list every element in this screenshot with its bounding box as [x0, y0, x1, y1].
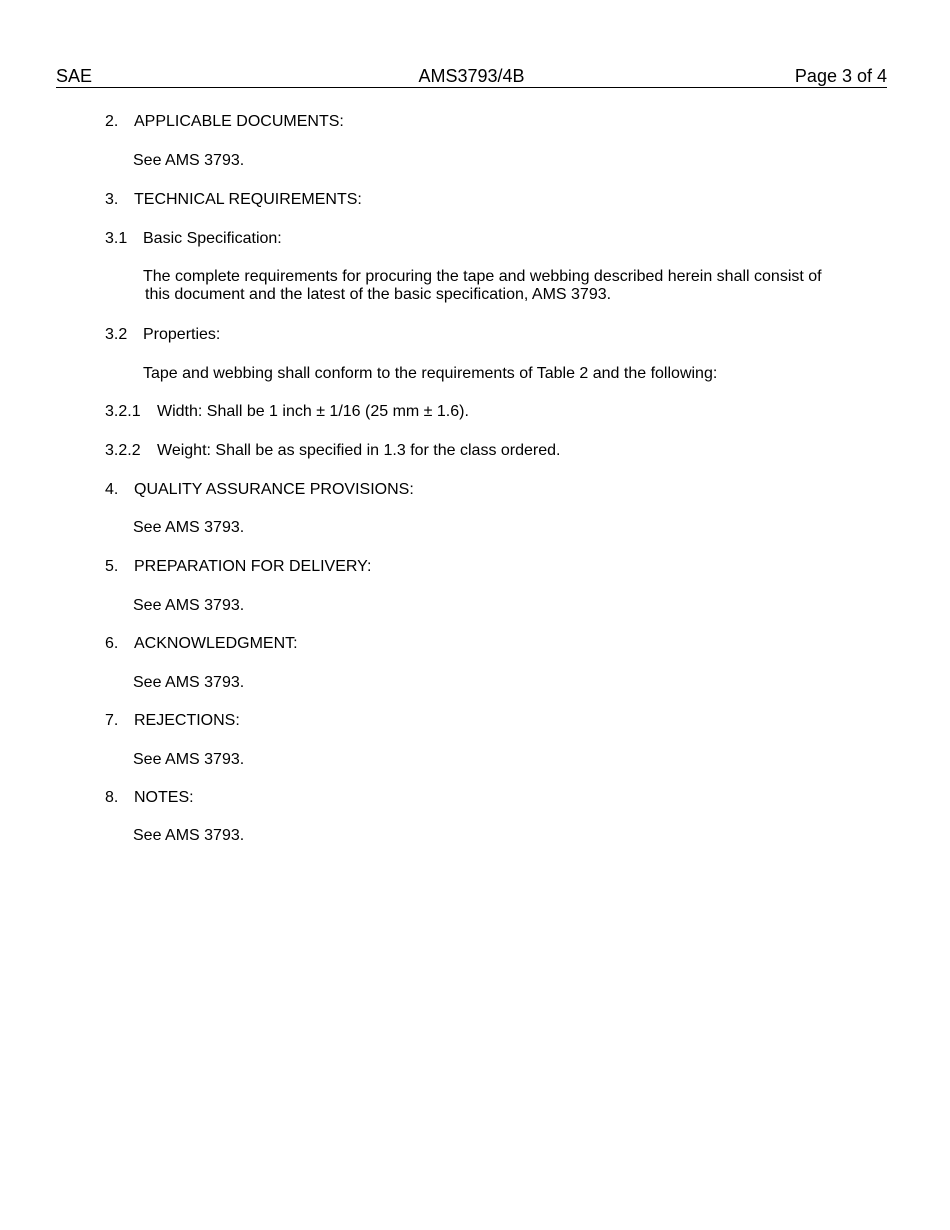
section-2-heading [105, 112, 344, 132]
section-7-body: See AMS 3793. [133, 751, 245, 768]
section-title: REJECTIONS: [134, 712, 240, 729]
section-number: 3. [105, 191, 119, 208]
section-7-heading [105, 711, 240, 731]
section-number: 7. [105, 712, 119, 729]
section-title: APPLICABLE DOCUMENTS: [134, 113, 344, 130]
section-6-heading [105, 634, 298, 654]
section-3-2-2 [105, 441, 560, 461]
section-4-body: See AMS 3793. [133, 519, 245, 536]
section-number: 3.2.2 [105, 442, 141, 459]
header-page-number: Page 3 of 4 [794, 66, 887, 86]
section-title: Weight: Shall be as specified in 1.3 for the class ordered. [157, 442, 561, 459]
section-4-heading [105, 480, 414, 500]
section-number: 2. [105, 113, 119, 130]
section-number: 3.1 [105, 230, 128, 247]
section-title: NOTES: [134, 789, 194, 806]
section-8-heading [105, 788, 194, 808]
section-number: 5. [105, 558, 119, 575]
section-3-1-heading [105, 229, 282, 249]
section-3-2-1 [105, 402, 469, 422]
section-3-2-heading [105, 325, 220, 345]
section-5-heading [105, 557, 371, 577]
section-8-body: See AMS 3793. [133, 827, 245, 844]
section-3-heading [105, 190, 362, 210]
section-title: PREPARATION FOR DELIVERY: [134, 558, 372, 575]
section-3-1-body-line-2: this document and the latest of the basic specification, AMS 3793. [145, 286, 612, 303]
section-2-body: See AMS 3793. [133, 152, 245, 169]
section-title: TECHNICAL REQUIREMENTS: [134, 191, 362, 208]
section-5-body: See AMS 3793. [133, 597, 245, 614]
section-3-1-body-line-1: The complete requirements for procuring the tape and webbing described herein shall consist of [143, 268, 822, 285]
page-header [56, 66, 887, 88]
section-title: Properties: [143, 326, 221, 343]
section-title: Basic Specification: [143, 230, 282, 247]
header-doc-id: AMS3793/4B [418, 66, 525, 86]
header-org: SAE [56, 66, 93, 86]
section-3-2-body: Tape and webbing shall conform to the requirements of Table 2 and the following: [143, 365, 718, 382]
section-number: 8. [105, 789, 119, 806]
section-number: 3.2.1 [105, 403, 141, 420]
section-number: 3.2 [105, 326, 128, 343]
section-title: ACKNOWLEDGMENT: [134, 635, 298, 652]
section-title: QUALITY ASSURANCE PROVISIONS: [134, 481, 414, 498]
section-6-body: See AMS 3793. [133, 674, 245, 691]
section-title: Width: Shall be 1 inch ± 1/16 (25 mm ± 1.6). [157, 403, 469, 420]
section-number: 4. [105, 481, 119, 498]
section-number: 6. [105, 635, 119, 652]
